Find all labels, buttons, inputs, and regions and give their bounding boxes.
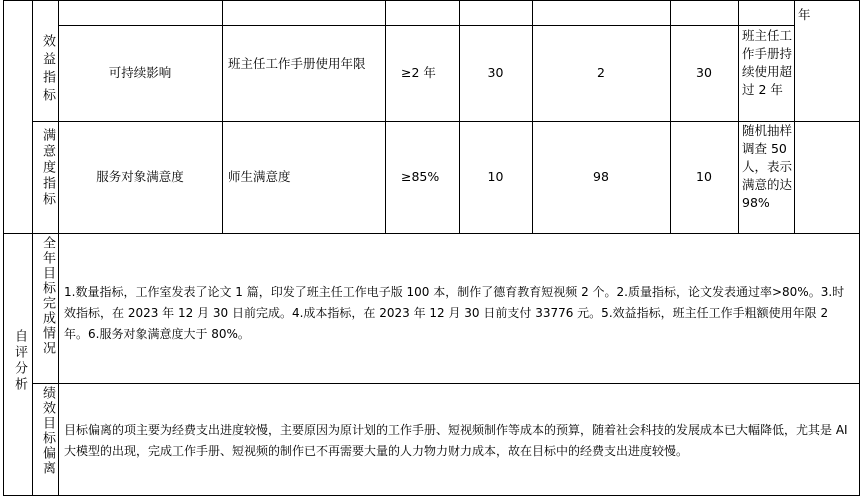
benefit-target: ≥2 年 bbox=[401, 65, 436, 80]
deviation-text: 目标偏离的项主要为经费支出进度较慢，主要原因为原计划的工作手册、短视频制作等成本的预算，随着社会科技的发展成本已大幅降低，尤其是 AI 大模型的出现，完成工作手册、短视频的制作已不再需要大量的人力物力财力成本，故在目标中的经费支出进度较慢。 bbox=[64, 423, 848, 458]
satisfaction-points: 10 bbox=[696, 169, 712, 184]
benefit-category: 效益指标 bbox=[40, 34, 55, 106]
satisfaction-category: 满意度指标 bbox=[40, 128, 55, 208]
benefit-remark: 班主任工作手册持续使用超过 2 年 bbox=[742, 28, 793, 97]
benefit-score: 30 bbox=[487, 65, 504, 80]
satisfaction-metric: 服务对象满意度 bbox=[96, 169, 184, 184]
benefit-value: 2 bbox=[597, 65, 605, 80]
satisfaction-target: ≥85% bbox=[401, 169, 440, 184]
goal-completion-text: 1.数量指标，工作室发表了论文 1 篇，印发了班主任工作电子版 100 本，制作了德育教育短视频 2 个。2.质量指标，论文发表通过率>80%。3.时效指标，在 2023 年 12 月 30 日前完成。4.成本指标，在 2023 年 12 月 30 日前支付 33776 元。5.效益指标，班主任工作手粗额使用年限 2 年。6.服务对象满意度大于 80%。 bbox=[64, 285, 845, 341]
self-eval-label: 自评分析 bbox=[12, 329, 27, 393]
satisfaction-remark: 随机抽样调查 50 人，表示满意的达 98% bbox=[742, 123, 793, 210]
goal-completion-label: 全年目标完成情况 bbox=[40, 236, 55, 356]
satisfaction-value: 98 bbox=[593, 169, 609, 184]
benefit-item: 班主任工作手册使用年限 bbox=[228, 56, 366, 71]
benefit-points: 30 bbox=[696, 65, 712, 80]
satisfaction-item: 师生满意度 bbox=[228, 169, 291, 184]
deviation-label: 绩效目标偏离 bbox=[40, 386, 55, 476]
satisfaction-score: 10 bbox=[487, 169, 504, 184]
benefit-metric: 可持续影响 bbox=[108, 65, 172, 80]
top-right-text: 年 bbox=[798, 7, 811, 22]
